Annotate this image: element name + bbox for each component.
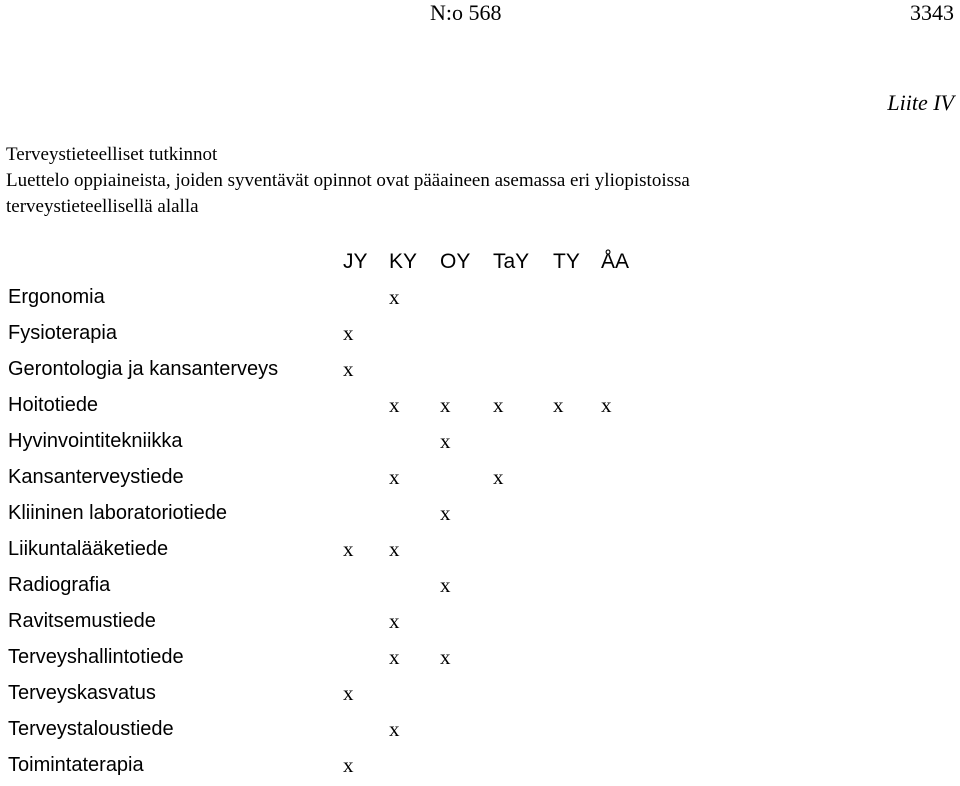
mark-jy: x	[343, 321, 354, 345]
mark-aa: x	[601, 393, 612, 417]
column-header-ty: TY	[553, 250, 580, 273]
subject-name: Toimintaterapia	[8, 754, 144, 776]
subject-name: Ravitsemustiede	[8, 610, 156, 632]
column-header-jy: JY	[343, 250, 368, 273]
table-row	[0, 750, 960, 786]
subject-name: Kliininen laboratoriotiede	[8, 502, 228, 524]
mark-ky: x	[389, 717, 400, 741]
mark-jy: x	[343, 357, 354, 381]
mark-oy: x	[440, 501, 451, 525]
appendix-label: Liite IV	[887, 90, 954, 115]
subject-name: Hoitotiede	[8, 394, 99, 416]
table-row	[0, 642, 960, 678]
table-row	[0, 282, 960, 318]
table-row	[0, 678, 960, 714]
table-row	[0, 498, 960, 534]
mark-tay: x	[493, 465, 504, 489]
mark-jy: x	[343, 537, 354, 561]
table-row	[0, 390, 960, 426]
subject-name: Radiografia	[8, 574, 111, 596]
column-header-ky: KY	[389, 250, 418, 273]
heading-title: Terveystieteelliset tutkinnot	[6, 144, 218, 165]
mark-ky: x	[389, 393, 400, 417]
column-header-oy: OY	[440, 250, 471, 273]
mark-oy: x	[440, 393, 451, 417]
table-row	[0, 570, 960, 606]
mark-oy: x	[440, 429, 451, 453]
document-heading	[6, 142, 690, 220]
mark-ty: x	[553, 393, 564, 417]
heading-line-2: Luettelo oppiaineista, joiden syventävät opinnot ovat pääaineen asemassa eri yliopistoissa	[6, 170, 690, 191]
mark-oy: x	[440, 573, 451, 597]
column-header-aa: ÅA	[601, 250, 630, 273]
mark-ky: x	[389, 465, 400, 489]
table-row	[0, 714, 960, 750]
subject-table	[0, 282, 960, 786]
subject-name: Kansanterveystiede	[8, 466, 184, 488]
mark-jy: x	[343, 753, 354, 777]
page-number: N:o 568	[430, 0, 502, 25]
page-total: 3343	[910, 0, 954, 25]
heading-line-3: terveystieteellisellä alalla	[6, 196, 199, 217]
subject-name: Ergonomia	[8, 286, 105, 308]
table-row	[0, 534, 960, 570]
mark-ky: x	[389, 537, 400, 561]
table-row	[0, 426, 960, 462]
subject-name: Hyvinvointitekniikka	[8, 430, 183, 452]
subject-name: Liikuntalääketiede	[8, 538, 169, 560]
mark-tay: x	[493, 393, 504, 417]
mark-oy: x	[440, 645, 451, 669]
subject-name: Terveystaloustiede	[8, 718, 174, 740]
subject-name: Terveyskasvatus	[8, 682, 156, 704]
mark-ky: x	[389, 645, 400, 669]
mark-ky: x	[389, 285, 400, 309]
table-row	[0, 354, 960, 390]
column-header-tay: TaY	[493, 250, 530, 273]
subject-name: Gerontologia ja kansanterveys	[8, 358, 279, 380]
table-row	[0, 606, 960, 642]
mark-jy: x	[343, 681, 354, 705]
table-row	[0, 318, 960, 354]
mark-ky: x	[389, 609, 400, 633]
subject-name: Fysioterapia	[8, 322, 117, 344]
table-header	[0, 249, 960, 275]
table-row	[0, 462, 960, 498]
subject-name: Terveyshallintotiede	[8, 646, 184, 668]
